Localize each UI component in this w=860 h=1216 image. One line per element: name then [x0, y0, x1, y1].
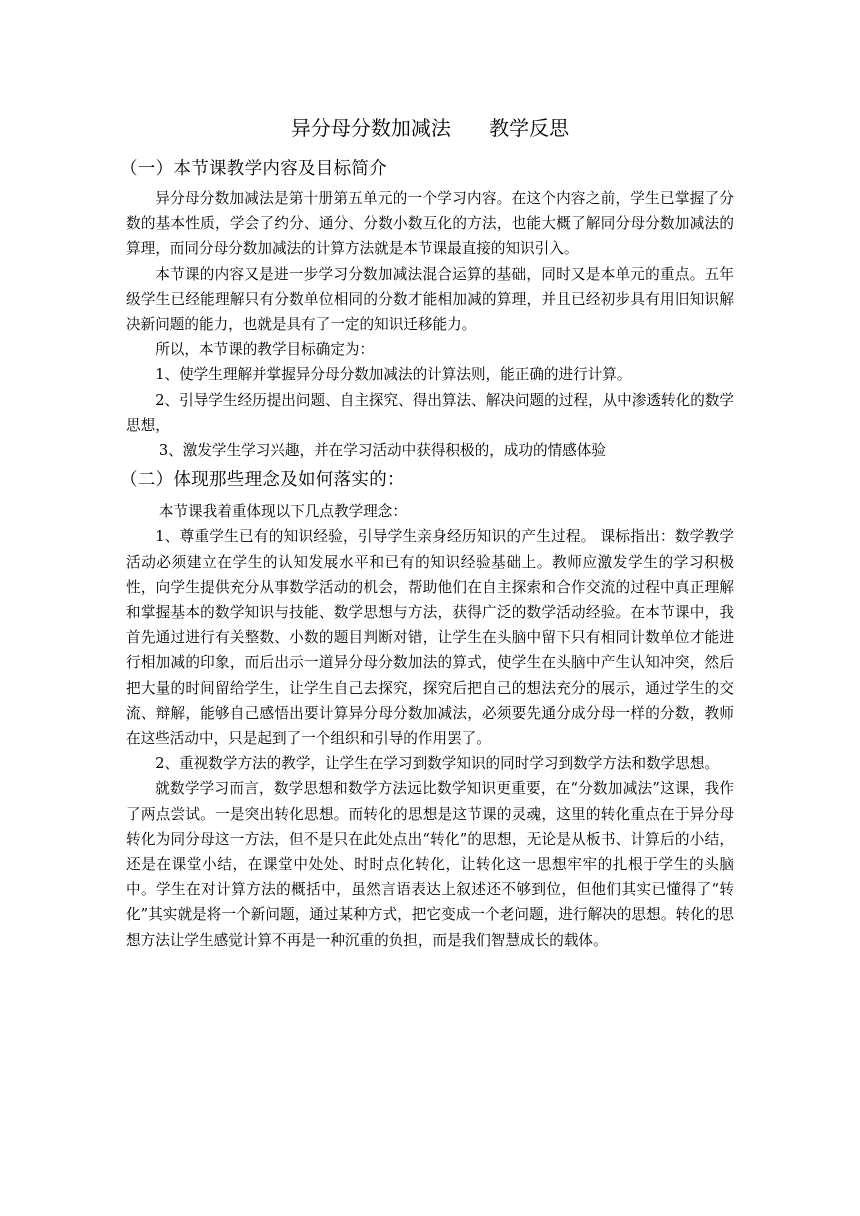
document-page	[120, 114, 734, 953]
paragraph: 本节课我着重体现以下几点教学理念：	[158, 503, 407, 521]
section-heading-2: （二）体现那些理念及如何落实的：	[120, 470, 405, 491]
document-title: 异分母分数加减法 教学反思	[290, 116, 570, 140]
principle-item-1: 1、尊重学生已有的知识经验，引导学生亲身经历知识的产生过程。 课标指出：数学教学活动必须建立在学生的认知发展水平和已有的知识经验基础上。教师应激发学生的学习积极性，向学生提供充分从事数学活动的机会，帮助他们在自主探索和合作交流的过程中真正理解和掌握基本的数学知识与技能、数学思想与方法，获得广泛的数学活动经验。在本节课中，我首先通过进行有关整数、小数的题目判断对错，让学生在头脑中留下只有相同计数单位才能进行相加减的印象，而后出示一道异分母分数加法的算式，使学生在头脑中产生认知冲突，然后把大量的时间留给学生，让学生自己去探究，探究后把自己的想法充分的展示，通过学生的交流、辩解，能够自己感悟出要计算异分母分数加减法，必须要先通分成分母一样的分数，教师在这些活动中，只是起到了一个组织和引导的作用罢了。	[126, 528, 734, 748]
paragraph: 异分母分数加减法是第十册第五单元的一个学习内容。在这个内容之前，学生已掌握了分数的基本性质，学会了约分、通分、分数小数互化的方法，也能大概了解同分母分数加减法的算理，而同分母分数加减法的计算方法就是本节课最直接的知识引入。	[126, 190, 734, 258]
paragraph: 本节课的内容又是进一步学习分数加减法混合运算的基础，同时又是本单元的重点。五年级学生已经能理解只有分数单位相同的分数才能相加减的算理，并且已经初步具有用旧知识解决新问题的能力，也就是具有了一定的知识迁移能力。	[126, 265, 734, 334]
paragraph: 所以，本节课的教学目标确定为：	[155, 341, 375, 359]
goal-item-2: 2、引导学生经历提出问题、自主探究、得出算法、解决问题的过程，从中渗透转化的数学思想，	[126, 391, 734, 434]
paragraph: 就数学学习而言，数学思想和数学方法远比数学知识更重要，在“分数加减法”这课，我作了两点尝试。一是突出转化思想。而转化的思想是这节课的灵魂，这里的转化重点在于异分母转化为同分母这一方法，但不是只在此处点出“转化”的思想，无论是从板书、计算后的小结，还是在课堂小结，在课堂中处处、时时点化转化，让转化这一思想牢牢的扎根于学生的头脑中。学生在对计算方法的概括中，虽然言语表达上叙述还不够到位，但他们其实已懂得了“转化”其实就是将一个新问题，通过某种方式，把它变成一个老问题，进行解决的思想。转化的思想方法让学生感觉计算不再是一种沉重的负担，而是我们智慧成长的载体。	[126, 780, 734, 949]
section-heading-1: （一）本节课教学内容及目标简介	[120, 159, 387, 179]
goal-item-1: 1、使学生理解并掌握异分母分数加减法的计算法则，能正确的进行计算。	[155, 366, 632, 384]
goal-item-3: 3、激发学生学习兴趣，并在学习活动中获得积极的，成功的情感体验	[158, 442, 606, 460]
principle-item-2: 2、重视数学方法的教学，让学生在学习到数学知识的同时学习到数学方法和数学思想。	[155, 755, 720, 773]
